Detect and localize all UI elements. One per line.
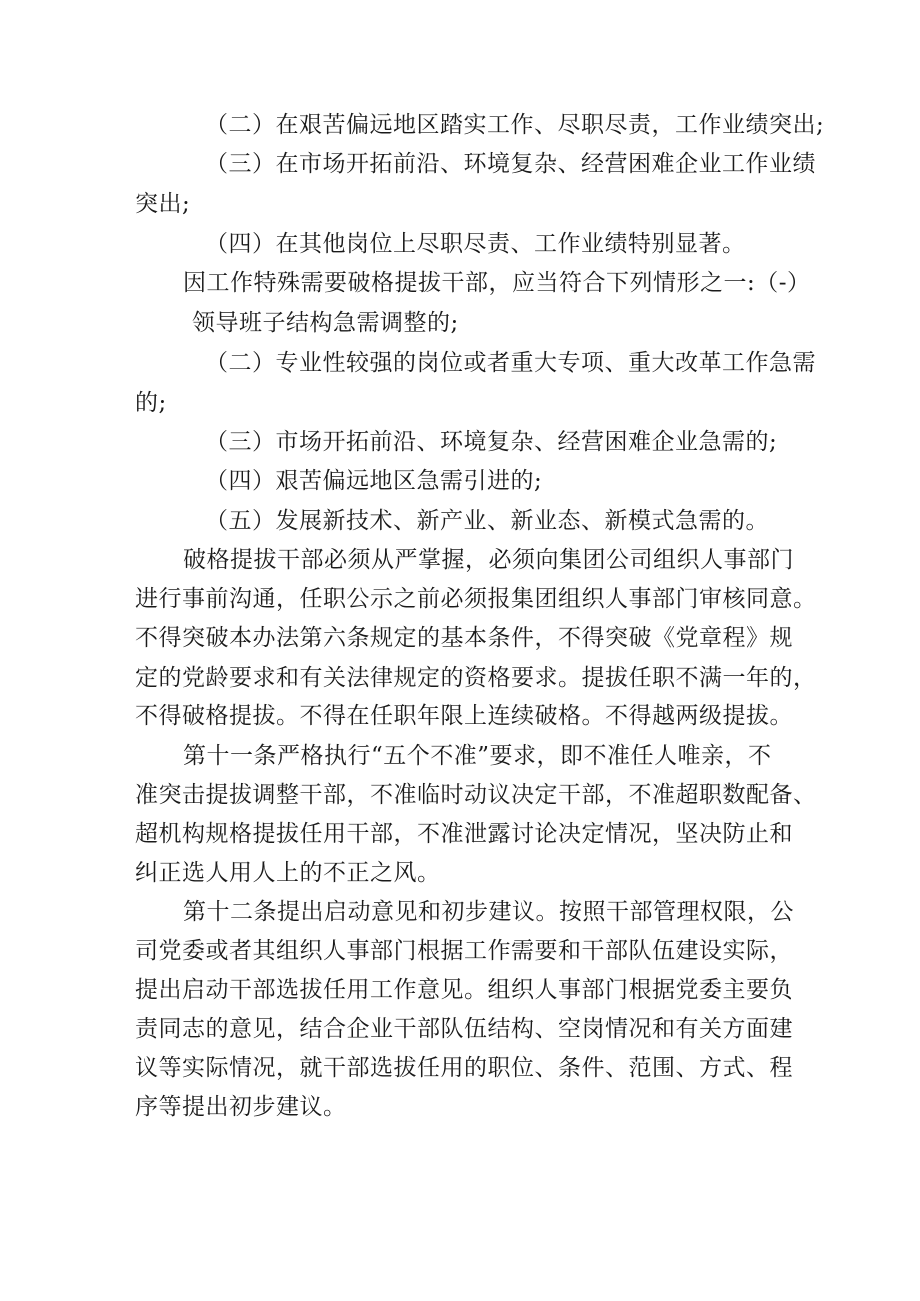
- text-line: （四）艰苦偏远地区急需引进的;: [205, 468, 543, 494]
- text-line: 进行事前沟通，任职公示之前必须报集团组织人事部门审核同意。: [135, 586, 817, 612]
- text-line: 第十一条严格执行“五个不准”要求，即不准任人唯亲，不: [183, 743, 772, 769]
- text-line: 序等提出初步建议。: [135, 1094, 347, 1120]
- text-line: （四）在其他岗位上尽职尽责、工作业绩特别显著。: [205, 231, 746, 257]
- text-line: 提出启动干部选拔任用工作意见。组织人事部门根据党委主要负: [135, 977, 793, 1003]
- text-line: 破格提拔干部必须从严掌握，必须向集团公司组织人事部门: [183, 547, 794, 573]
- text-line: 纠正选人用人上的不正之风。: [135, 860, 441, 886]
- text-line: 第十二条提出启动意见和初步建议。按照干部管理权限，公: [183, 899, 794, 925]
- text-line: 领导班子结构急需调整的;: [192, 310, 459, 336]
- text-line: 不得突破本办法第六条规定的基本条件，不得突破《党章程》规: [135, 625, 793, 651]
- text-line: 突出;: [135, 191, 191, 217]
- text-line: 因工作特殊需要破格提拔干部，应当符合下列情形之一:（-）: [183, 270, 811, 296]
- text-line: 准突击提拔调整干部，不准临时动议决定干部，不准超职数配备、: [135, 782, 817, 808]
- text-line: 议等实际情况，就干部选拔任用的职位、条件、范围、方式、程: [135, 1055, 793, 1081]
- text-line: 的;: [135, 390, 167, 416]
- text-line: 超机构规格提拔任用干部，不准泄露讨论决定情况，坚决防止和: [135, 821, 793, 847]
- text-line: （五）发展新技术、新产业、新业态、新模式急需的。: [205, 508, 769, 534]
- text-line: 司党委或者其组织人事部门根据工作需要和干部队伍建设实际，: [135, 938, 793, 964]
- text-line: （三）在市场开拓前沿、环境复杂、经营困难企业工作业绩: [205, 151, 816, 177]
- text-line: 定的党龄要求和有关法律规定的资格要求。提拔任职不满一年的，: [135, 665, 817, 691]
- text-line: （二）在艰苦偏远地区踏实工作、尽职尽责，工作业绩突出;: [205, 112, 825, 138]
- text-line: （三）市场开拓前沿、环境复杂、经营困难企业急需的;: [205, 429, 778, 455]
- text-line: （二）专业性较强的岗位或者重大专项、重大改革工作急需: [205, 350, 816, 376]
- text-line: 不得破格提拔。不得在任职年限上连续破格。不得越两级提拔。: [135, 703, 793, 729]
- text-line: 责同志的意见，结合企业干部队伍结构、空岗情况和有关方面建: [135, 1016, 793, 1042]
